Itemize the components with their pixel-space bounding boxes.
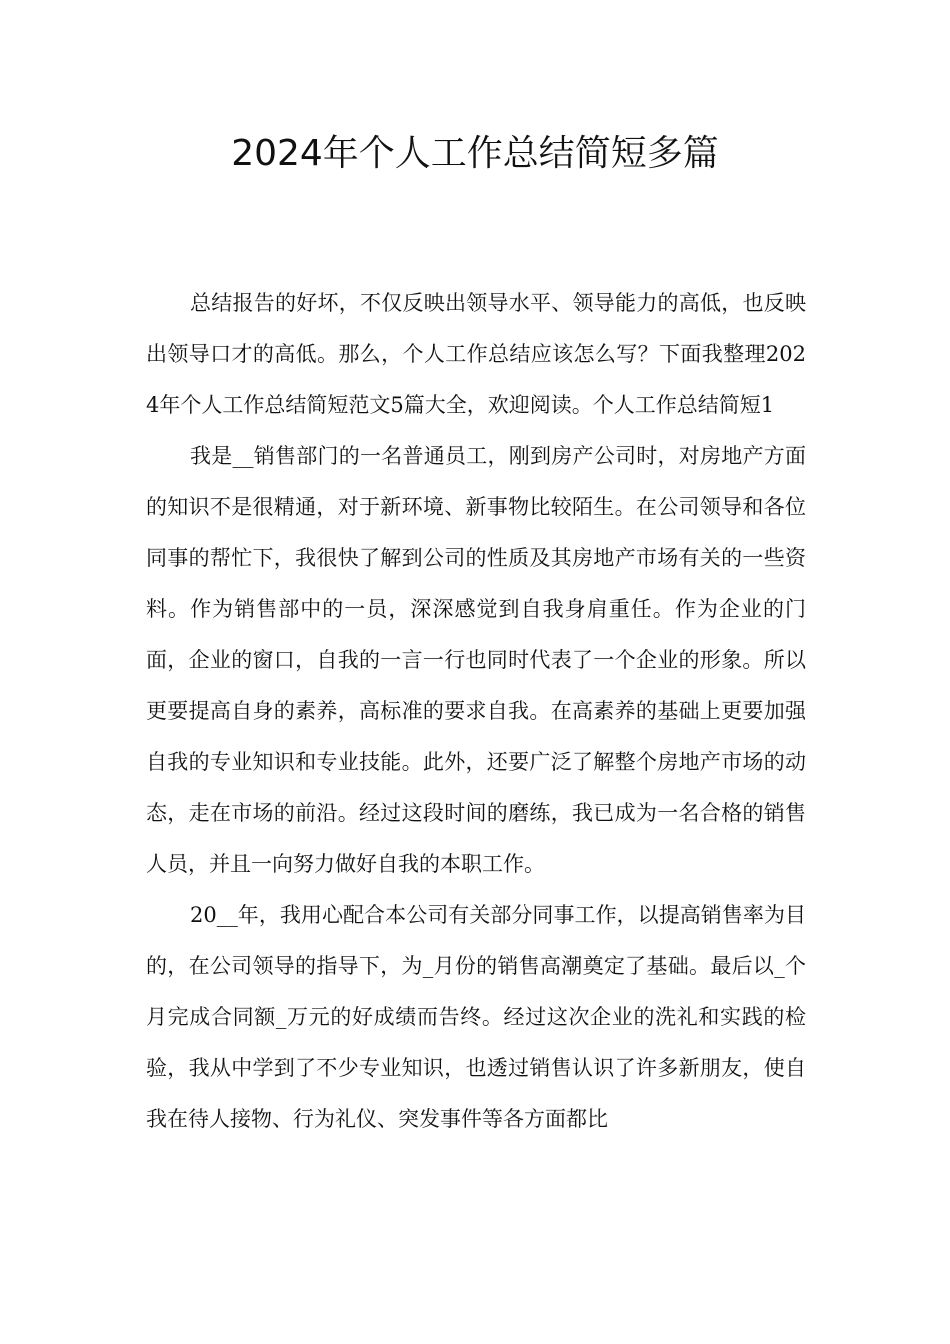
paragraph-intro: 总结报告的好坏，不仅反映出领导水平、领导能力的高低，也反映出领导口才的高低。那么，个人工作总结应该怎么写？下面我整理2024年个人工作总结简短范文5篇大全，欢迎阅读。个人工作总结简短1	[146, 291, 806, 417]
document-body	[146, 278, 806, 1145]
paragraph-yearly-work: 20__年，我用心配合本公司有关部分同事工作，以提高销售率为目的，在公司领导的指导下，为_月份的销售高潮奠定了基础。最后以_个月完成合同额_万元的好成绩而告终。经过这次企业的洗礼和实践的检验，我从中学到了不少专业知识，也透过销售认识了许多新朋友，使自我在待人接物、行为礼仪、突发事件等各方面都比	[146, 903, 806, 1131]
page-title: 2024年个人工作总结简短多篇	[231, 133, 719, 174]
paragraph-sales-role: 我是__销售部门的一名普通员工，刚到房产公司时，对房地产方面的知识不是很精通，对于新环境、新事物比较陌生。在公司领导和各位同事的帮忙下，我很快了解到公司的性质及其房地产市场有关的一些资料。作为销售部中的一员，深深感觉到自我身肩重任。作为企业的门面，企业的窗口，自我的一言一行也同时代表了一个企业的形象。所以更要提高自身的素养，高标准的要求自我。在高素养的基础上更要加强自我的专业知识和专业技能。此外，还要广泛了解整个房地产市场的动态，走在市场的前沿。经过这段时间的磨练，我已成为一名合格的销售人员，并且一向努力做好自我的本职工作。	[146, 444, 806, 876]
